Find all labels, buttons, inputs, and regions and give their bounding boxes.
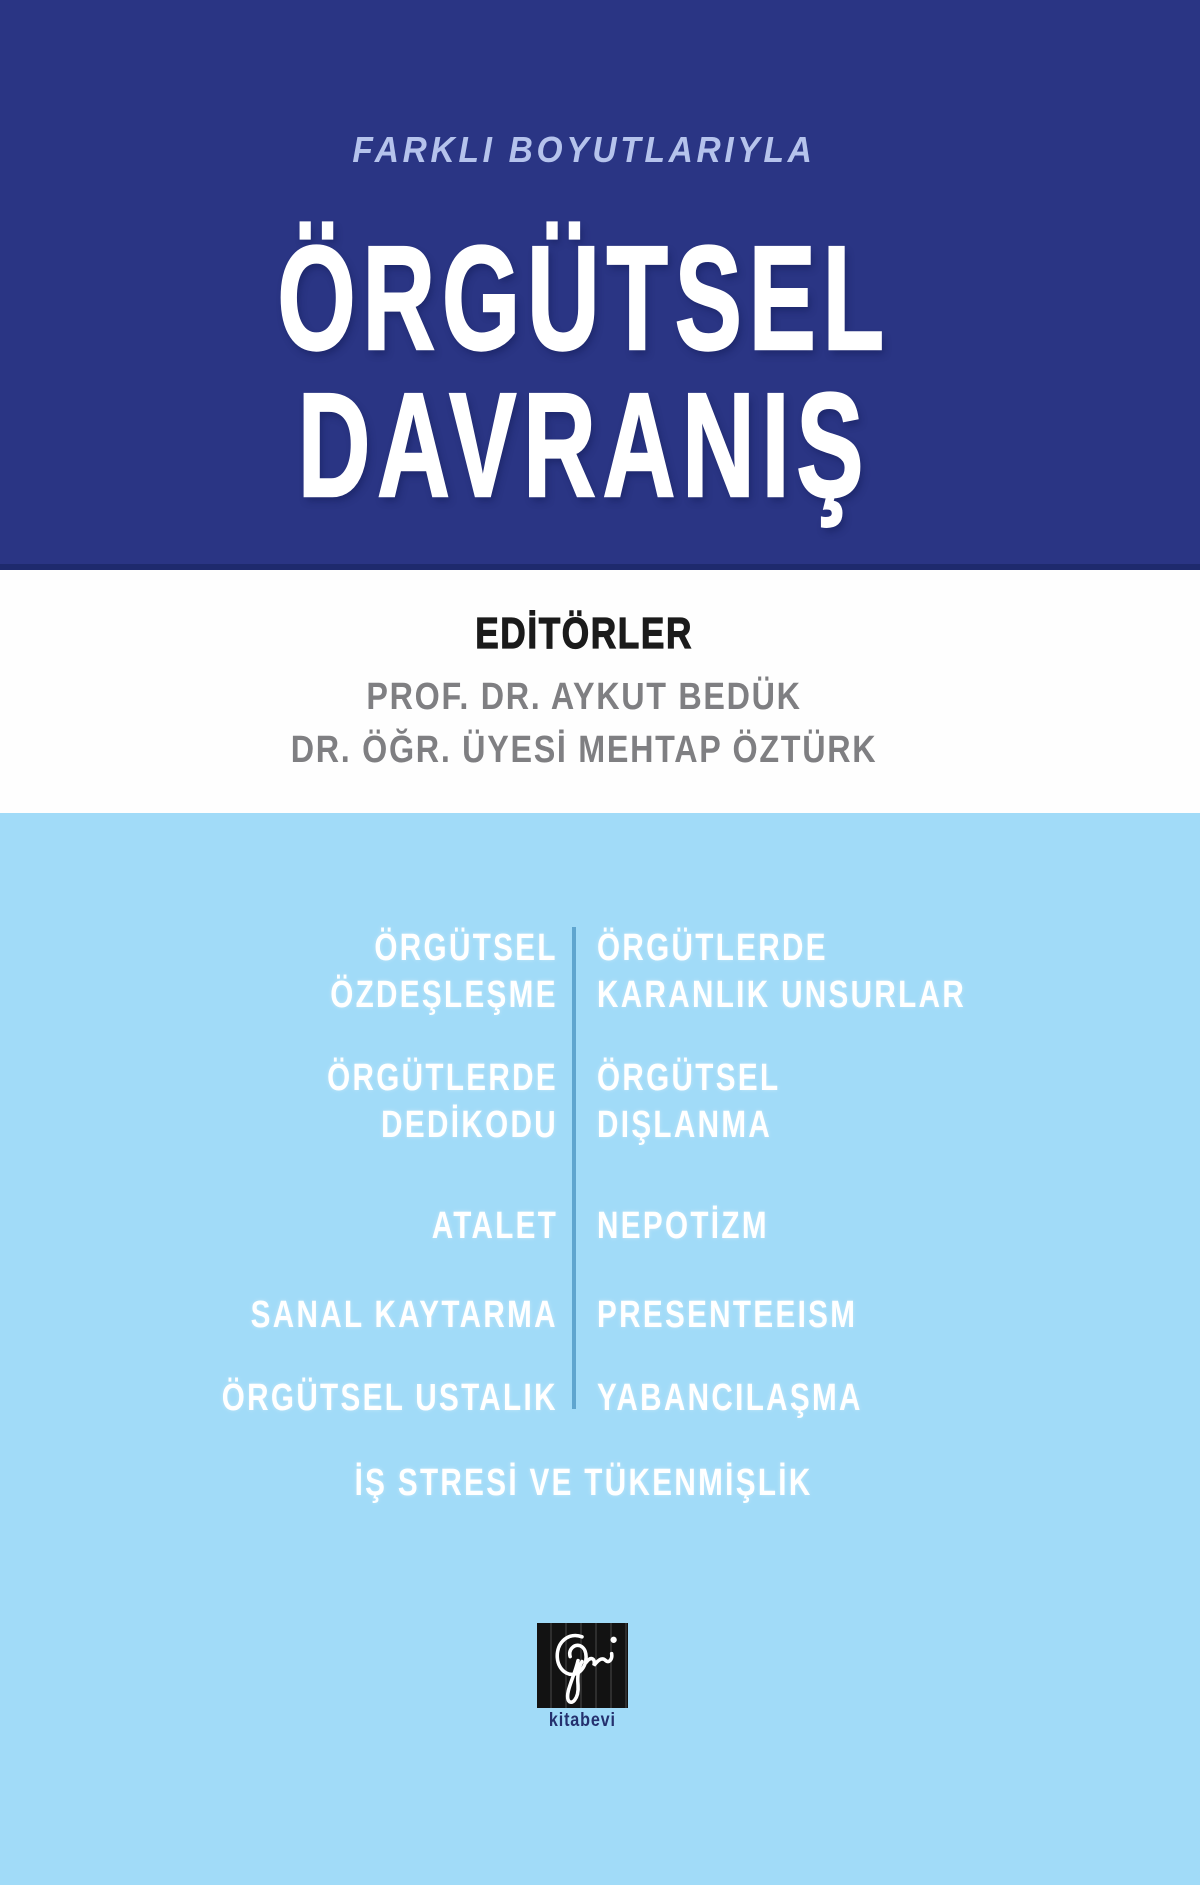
title-line-1-text: ÖRGÜTSEL	[277, 216, 891, 381]
title-line-1	[0, 216, 1168, 381]
topic-line: ÖRGÜTSEL	[597, 1057, 781, 1099]
editor-name-2-text: DR. ÖĞR. ÜYESİ MEHTAP ÖZTÜRK	[290, 729, 878, 771]
tagline	[0, 129, 1168, 171]
topic-line: KARANLIK UNSURLAR	[597, 974, 967, 1016]
topic-line: ÖRGÜTLERDE	[327, 1057, 558, 1099]
topic-orgutlerde-dedikodu	[327, 1055, 558, 1149]
editors-heading	[0, 609, 1168, 659]
topic-orgutlerde-karanlik-unsurlar	[597, 925, 966, 1019]
topic-orgutsel-ustalik: ÖRGÜTSEL USTALIK	[221, 1377, 558, 1419]
editor-name-2	[0, 729, 1168, 772]
topic-orgutsel-ozdeslesme	[330, 925, 558, 1019]
column-divider	[572, 927, 576, 1409]
topic-line: DIŞLANMA	[597, 1104, 773, 1146]
gazi-signature-icon	[537, 1623, 628, 1708]
topic-presenteeism: PRESENTEEISM	[597, 1294, 858, 1336]
book-title	[0, 216, 1168, 528]
editors-heading-text: EDİTÖRLER	[475, 609, 693, 658]
topic-atalet: ATALET	[431, 1205, 558, 1247]
topic-sanal-kaytarma: SANAL KAYTARMA	[250, 1294, 558, 1336]
topic-line: ÖZDEŞLEŞME	[330, 974, 558, 1016]
topic-line: ÖRGÜTLERDE	[597, 927, 828, 969]
topic-line: DEDİKODU	[381, 1104, 558, 1146]
topic-line: ÖRGÜTSEL	[374, 927, 558, 969]
topic-nepotizm: NEPOTİZM	[597, 1205, 769, 1247]
editor-name-1-text: PROF. DR. AYKUT BEDÜK	[366, 676, 802, 718]
footer-topic-text: İŞ STRESİ VE TÜKENMİŞLİK	[354, 1462, 813, 1504]
topic-orgutsel-dislanma	[597, 1055, 780, 1149]
publisher-wordmark	[512, 1710, 653, 1732]
publisher-logo	[537, 1623, 628, 1708]
topic-yabancilasma: YABANCILAŞMA	[597, 1377, 863, 1419]
title-line-2-text: DAVRANIŞ	[297, 363, 871, 528]
topic-is-stresi-ve-tukenmislik	[0, 1462, 1168, 1505]
top-banner	[0, 0, 1200, 570]
publisher-wordmark-text: kitabevi	[549, 1710, 616, 1731]
title-line-2	[0, 363, 1168, 528]
tagline-text: FARKLI BOYUTLARIYLA	[352, 129, 816, 170]
editor-name-1	[0, 676, 1168, 719]
